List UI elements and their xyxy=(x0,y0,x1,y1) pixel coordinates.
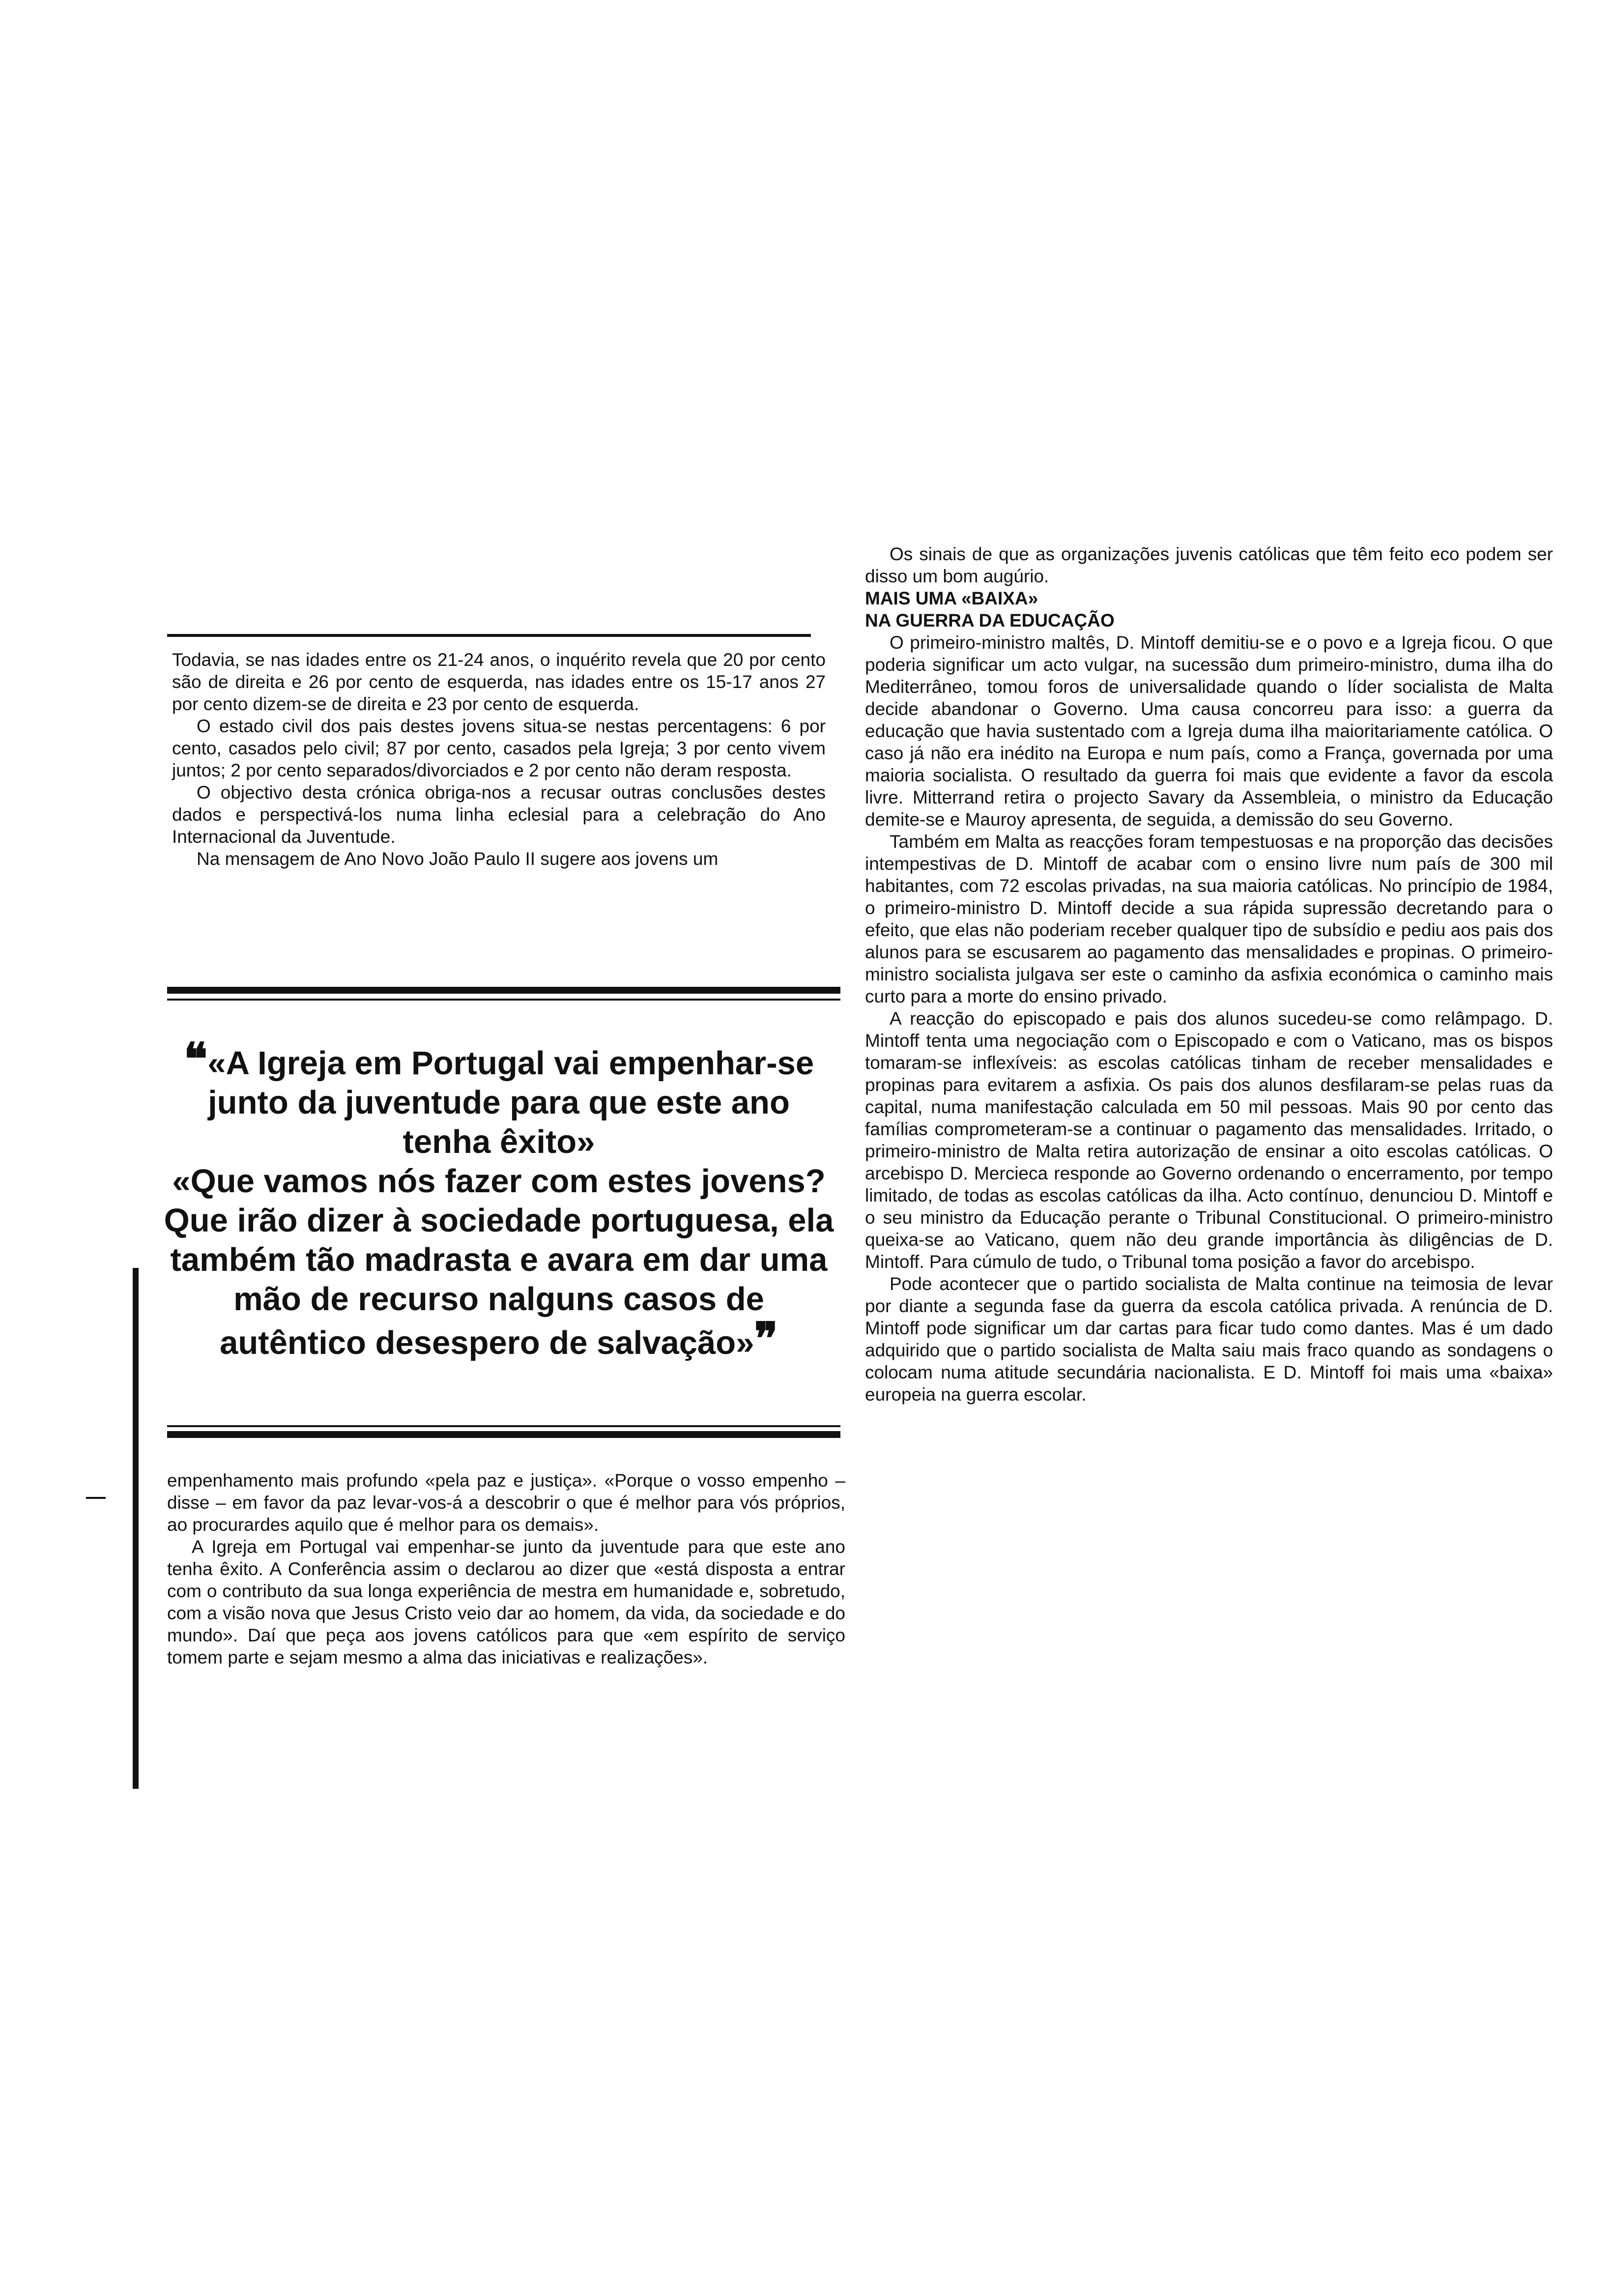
open-quote-icon: ❝ xyxy=(183,1033,208,1085)
paragraph: Também em Malta as reacções foram tempestuosas e na proporção das decisões intempestivas de D. Mintoff de acabar com o ensino livre num país de 300 mil habitantes, com 72 escolas privadas, na sua maioria católicas. No princípio de 1984, o primeiro-ministro D. Mintoff decide a sua rápida supressão decretando para o efeito, que elas não poderiam receber qualquer tipo de subsídio e pediu aos pais dos alunos para se escusarem ao pagamento das mensalidades e propinas. O primeiro-ministro socialista julgava ser este o caminho da asfixia económica o caminho mais curto para a morte do ensino privado. xyxy=(865,832,1553,1006)
pull-quote-bottom-rule xyxy=(167,1431,840,1438)
pull-quote-line-2: «Que vamos nós fazer com estes jovens? xyxy=(172,1163,826,1200)
paragraph: A reacção do episcopado e pais dos alunos sucedeu-se como relâmpago. D. Mintoff tenta uma negociação com o Episcopado e com o Vaticano, mas os bispos tomaram-se inflexíveis: as escolas católicas tinham de receber mensalidades e propinas para evitarem a asfixia. Os pais dos alunos desfilaram-se pelas ruas da capital, numa manifestação calculada em 50 mil pessoas. Mais 90 por cento das famílias comprometeram-se a continuar o pagamento das mensalidades. Irritado, o primeiro-ministro de Malta retira autorização de ensinar a oito escolas católicas. O arcebispo D. Mercieca responde ao Governo ordenando o encerramento, por tempo limitado, de todas as escolas católicas da ilha. Acto contínuo, denunciou D. Mintoff e o seu ministro da Educação perante o Tribunal Constitucional. O primeiro-ministro queixa-se ao Vaticano, quem não deu grande importância às diligências de D. Mintoff. Para cúmulo de tudo, o Tribunal toma posição a favor do arcebispo. xyxy=(865,1008,1553,1272)
paragraph: O estado civil dos pais destes jovens situa-se nestas percentagens: 6 por cento, casados pelo civil; 87 por cento, casados pela Igreja; 3 por cento vivem juntos; 2 por cento separados/divorciados e 2 por cento não deram resposta. xyxy=(172,716,826,780)
paragraph: O primeiro-ministro maltês, D. Mintoff demitiu-se e o povo e a Igreja ficou. O que poderia significar um acto vulgar, na sucessão dum primeiro-ministro, duma ilha do Mediterrâneo, tomou foros de universalidade quando o líder socialista de Malta decide abandonar o Governo. Uma causa concorreu para isso: a guerra da educação que havia sustentado com a Igreja duma ilha maioritariamente católica. O caso já não era inédito na Europa e num país, como a França, governada por uma maioria socialista. O resultado da guerra foi mais que evidente a favor da escola livre. Mitterrand retira o projecto Savary da Assembleia, o ministro da Educação demite-se e Mauroy apresenta, de seguida, a demissão do seu Governo. xyxy=(865,632,1553,830)
left-margin-bar xyxy=(133,1268,139,1789)
section-heading-line-1: MAIS UMA «BAIXA» xyxy=(865,588,1038,608)
pull-quote-top-rule xyxy=(167,987,840,994)
paragraph: O objectivo desta crónica obriga-nos a recusar outras conclusões destes dados e perspectivá-los numa linha eclesial para a celebração do Ano Internacional da Juventude. xyxy=(172,782,826,847)
pull-quote-top-rule-thin xyxy=(167,999,840,1001)
left-column-bottom xyxy=(167,1469,845,1668)
paragraph: Na mensagem de Ano Novo João Paulo II sugere aos jovens um xyxy=(197,849,719,869)
margin-dash-mark xyxy=(86,1497,106,1499)
paragraph: Todavia, se nas idades entre os 21-24 anos, o inquérito revela que 20 por cento são de direita e 26 por cento de esquerda, nas idades entre os 15-17 anos 27 por cento dizem-se de direita e 23 por cento de esquerda. xyxy=(172,650,826,714)
pull-quote-line-1: ❝«A Igreja em Portugal vai empenhar-se junto da juventude para que este ano tenha êxito» xyxy=(183,1033,814,1160)
close-quote-icon: ❞ xyxy=(754,1313,778,1365)
section-heading-line-2: NA GUERRA DA EDUCAÇÃO xyxy=(865,610,1115,631)
right-column xyxy=(865,543,1553,1406)
pull-quote-bottom-rule-thin xyxy=(167,1425,840,1427)
pull-quote-line-3: Que irão dizer à sociedade portuguesa, ela também tão madrasta e avara em dar uma mão de recurso nalguns casos de autêntico desespero de salvação»❞ xyxy=(164,1202,834,1365)
pull-quote xyxy=(162,1033,835,1365)
paragraph: Pode acontecer que o partido socialista de Malta continue na teimosia de levar por diante a segunda fase da guerra da escola católica privada. A renúncia de D. Mintoff pode significar um dar cartas para ficar tudo como dantes. Mas é um dado adquirido que o partido socialista de Malta saiu mais fraco quando as sondagens o colocam numa atitude secundária nacionalista. E D. Mintoff foi mais uma «baixa» europeia na guerra escolar. xyxy=(865,1274,1553,1405)
top-divider-rule xyxy=(167,634,811,637)
paragraph: A Igreja em Portugal vai empenhar-se junto da juventude para que este ano tenha êxito. A Conferência assim o declarou ao dizer que «está disposta a entrar com o contributo da sua longa experiência de mestra em humanidade e, sobretudo, com a visão nova que Jesus Cristo veio dar ao homem, da vida, da sociedade e do mundo». Daí que peça aos jovens católicos para que «em espírito de serviço tomem parte e sejam mesmo a alma das iniciativas e realizações». xyxy=(167,1537,845,1667)
paragraph: empenhamento mais profundo «pela paz e justiça». «Porque o vosso empenho – disse – em favor da paz levar-vos-á a descobrir o que é melhor para vós próprios, ao procurardes aquilo que é melhor para os demais». xyxy=(167,1470,845,1535)
left-column-top xyxy=(172,649,826,870)
intro-paragraph: Os sinais de que as organizações juvenis católicas que têm feito eco podem ser disso um bom augúrio. xyxy=(865,544,1553,586)
